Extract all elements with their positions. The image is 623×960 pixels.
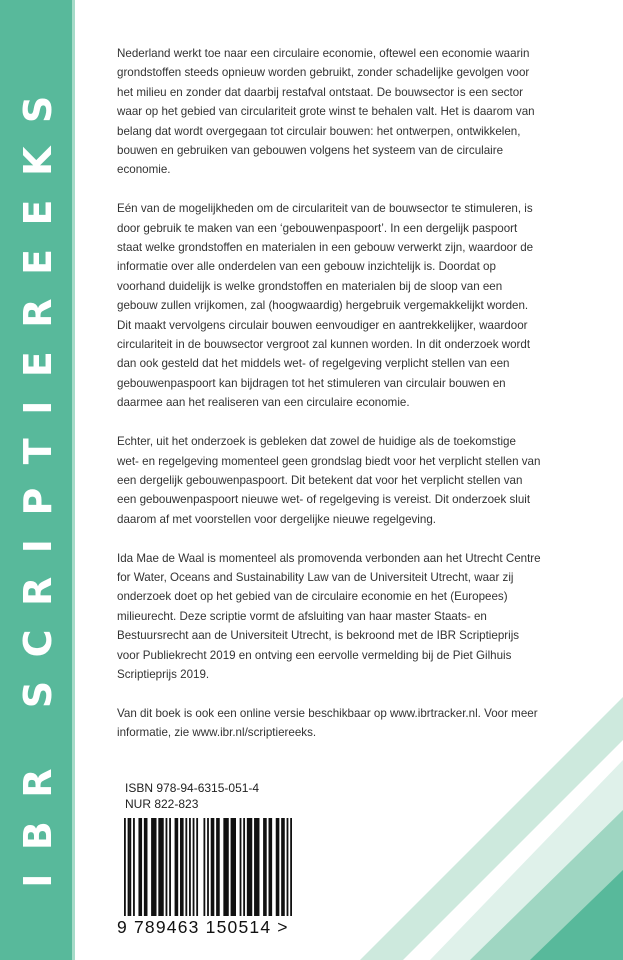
barcode-bar xyxy=(290,818,292,916)
barcode-bar xyxy=(189,818,191,916)
barcode-bar xyxy=(281,818,285,916)
barcode-bar xyxy=(144,818,148,916)
barcode-bar xyxy=(269,818,273,916)
barcode-bar xyxy=(151,818,156,916)
barcode-bar xyxy=(185,818,187,916)
barcode-bar xyxy=(166,818,168,916)
barcode-bar xyxy=(169,818,171,916)
barcode-bar xyxy=(207,818,209,916)
barcode-bars xyxy=(124,818,292,916)
barcode-bar xyxy=(276,818,280,916)
barcode-bar xyxy=(175,818,179,916)
spine-band xyxy=(0,0,72,960)
barcode-digits: 9 789463 150514 > xyxy=(117,917,289,937)
paragraph: Eén van de mogelijkheden om de circulariteit van de bouwsector te stimuleren, is door gebruik te maken van een ‘gebouwenpaspoort’. In een dergelijk paspoort staat welke grondstoffen en materialen in een gebouw verwerkt zijn, waardoor de informatie over alle onderdelen van een gebouw inzichtelijk is. Doordat op voorhand duidelijk is welke grondstoffen en materialen bij de sloop van een gebouw zullen vrijkomen, zal (hoogwaardig) hergebruik vergemakkelijkt worden. Dit maakt vervolgens circulair bouwen eenvoudiger en aantrekkelijker, waardoor circulariteit in de bouwsector vergroot zal kunnen worden. In dit onderzoek wordt dan ook gesteld dat het middels wet- of regelgeving verplicht stellen van een gebouwenpaspoort kan bijdragen tot het stimuleren van circulair bouwen en daarmee aan het realiseren van een circulaire economie. xyxy=(117,202,534,410)
author-bio: Ida Mae de Waal is momenteel als promovenda verbonden aan het Utrecht Centre for Water, Oceans and Sustainability Law van de Universiteit Utrecht, waar zij onderzoek doet op het gebied van de circulaire economie en het (Europees) milieurecht. Deze scriptie vormt de afsluiting van haar master Staats- en Bestuursrecht aan de Universiteit Utrecht, is bekroond met de IBR Scriptieprijs voor Publiekrecht 2019 en ontving een eervolle vermelding bij de Piet Gilhuis Scriptieprijs 2019. xyxy=(117,551,541,681)
barcode-bar xyxy=(254,818,259,916)
barcode-bar xyxy=(243,818,245,916)
barcode-bar xyxy=(133,818,135,916)
barcode-bar xyxy=(138,818,142,916)
barcode-bar xyxy=(193,818,195,916)
spine-accent-line xyxy=(72,0,75,960)
barcode-bar xyxy=(287,818,289,916)
series-title: IBR SCRIPTIEREEKS xyxy=(16,72,60,888)
barcode-bar xyxy=(129,818,131,916)
barcode-bar xyxy=(240,818,242,916)
barcode-bar xyxy=(216,818,220,916)
barcode-bar xyxy=(128,818,130,916)
barcode xyxy=(117,818,297,943)
barcode-bar xyxy=(247,818,252,916)
barcode-bar xyxy=(196,818,198,916)
barcode-bar xyxy=(231,818,236,916)
barcode-bar xyxy=(158,818,163,916)
isbn-number: ISBN 978-94-6315-051-4 xyxy=(125,781,260,795)
isbn-block xyxy=(125,780,259,812)
barcode-bar xyxy=(180,818,184,916)
barcode-bar xyxy=(223,818,228,916)
paragraph: Nederland werkt toe naar een circulaire economie, oftewel een economie waarin grondstoffen steeds opnieuw worden gebruikt, zonder schadelijke gevolgen voor het milieu en zonder dat daarbij restafval ontstaat. De bouwsector is een sector waar op het gebied van circulariteit grote winst te behalen valt. Het is daarom van belang dat wordt overgegaan tot circulair bouwen: het ontwerpen, ontwikkelen, bouwen en gebruiken van gebouwen volgens het systeem van de circulaire economie. xyxy=(117,47,535,177)
barcode-bar xyxy=(263,818,267,916)
barcode-bar xyxy=(203,818,205,916)
paragraph: Echter, uit het onderzoek is gebleken dat zowel de huidige als de toekomstige wet- en regelgeving momenteel geen grondslag biedt voor het verplicht stellen van een dergelijk gebouwenpaspoort. Dit betekent dat voor het verplicht stellen van een gebouwenpaspoort nieuwe wet- of regelgeving is vereist. Dit onderzoek sluit daarom af met voorstellen voor dergelijke nieuwe regelgeving. xyxy=(117,435,541,526)
barcode-bar xyxy=(124,818,126,916)
blurb-text xyxy=(117,44,541,762)
barcode-bar xyxy=(211,818,215,916)
nur-number: NUR 822-823 xyxy=(125,797,199,811)
online-version-note: Van dit boek is ook een online versie beschikbaar op www.ibrtracker.nl. Voor meer informatie, zie www.ibr.nl/scriptiereeks. xyxy=(117,706,538,740)
